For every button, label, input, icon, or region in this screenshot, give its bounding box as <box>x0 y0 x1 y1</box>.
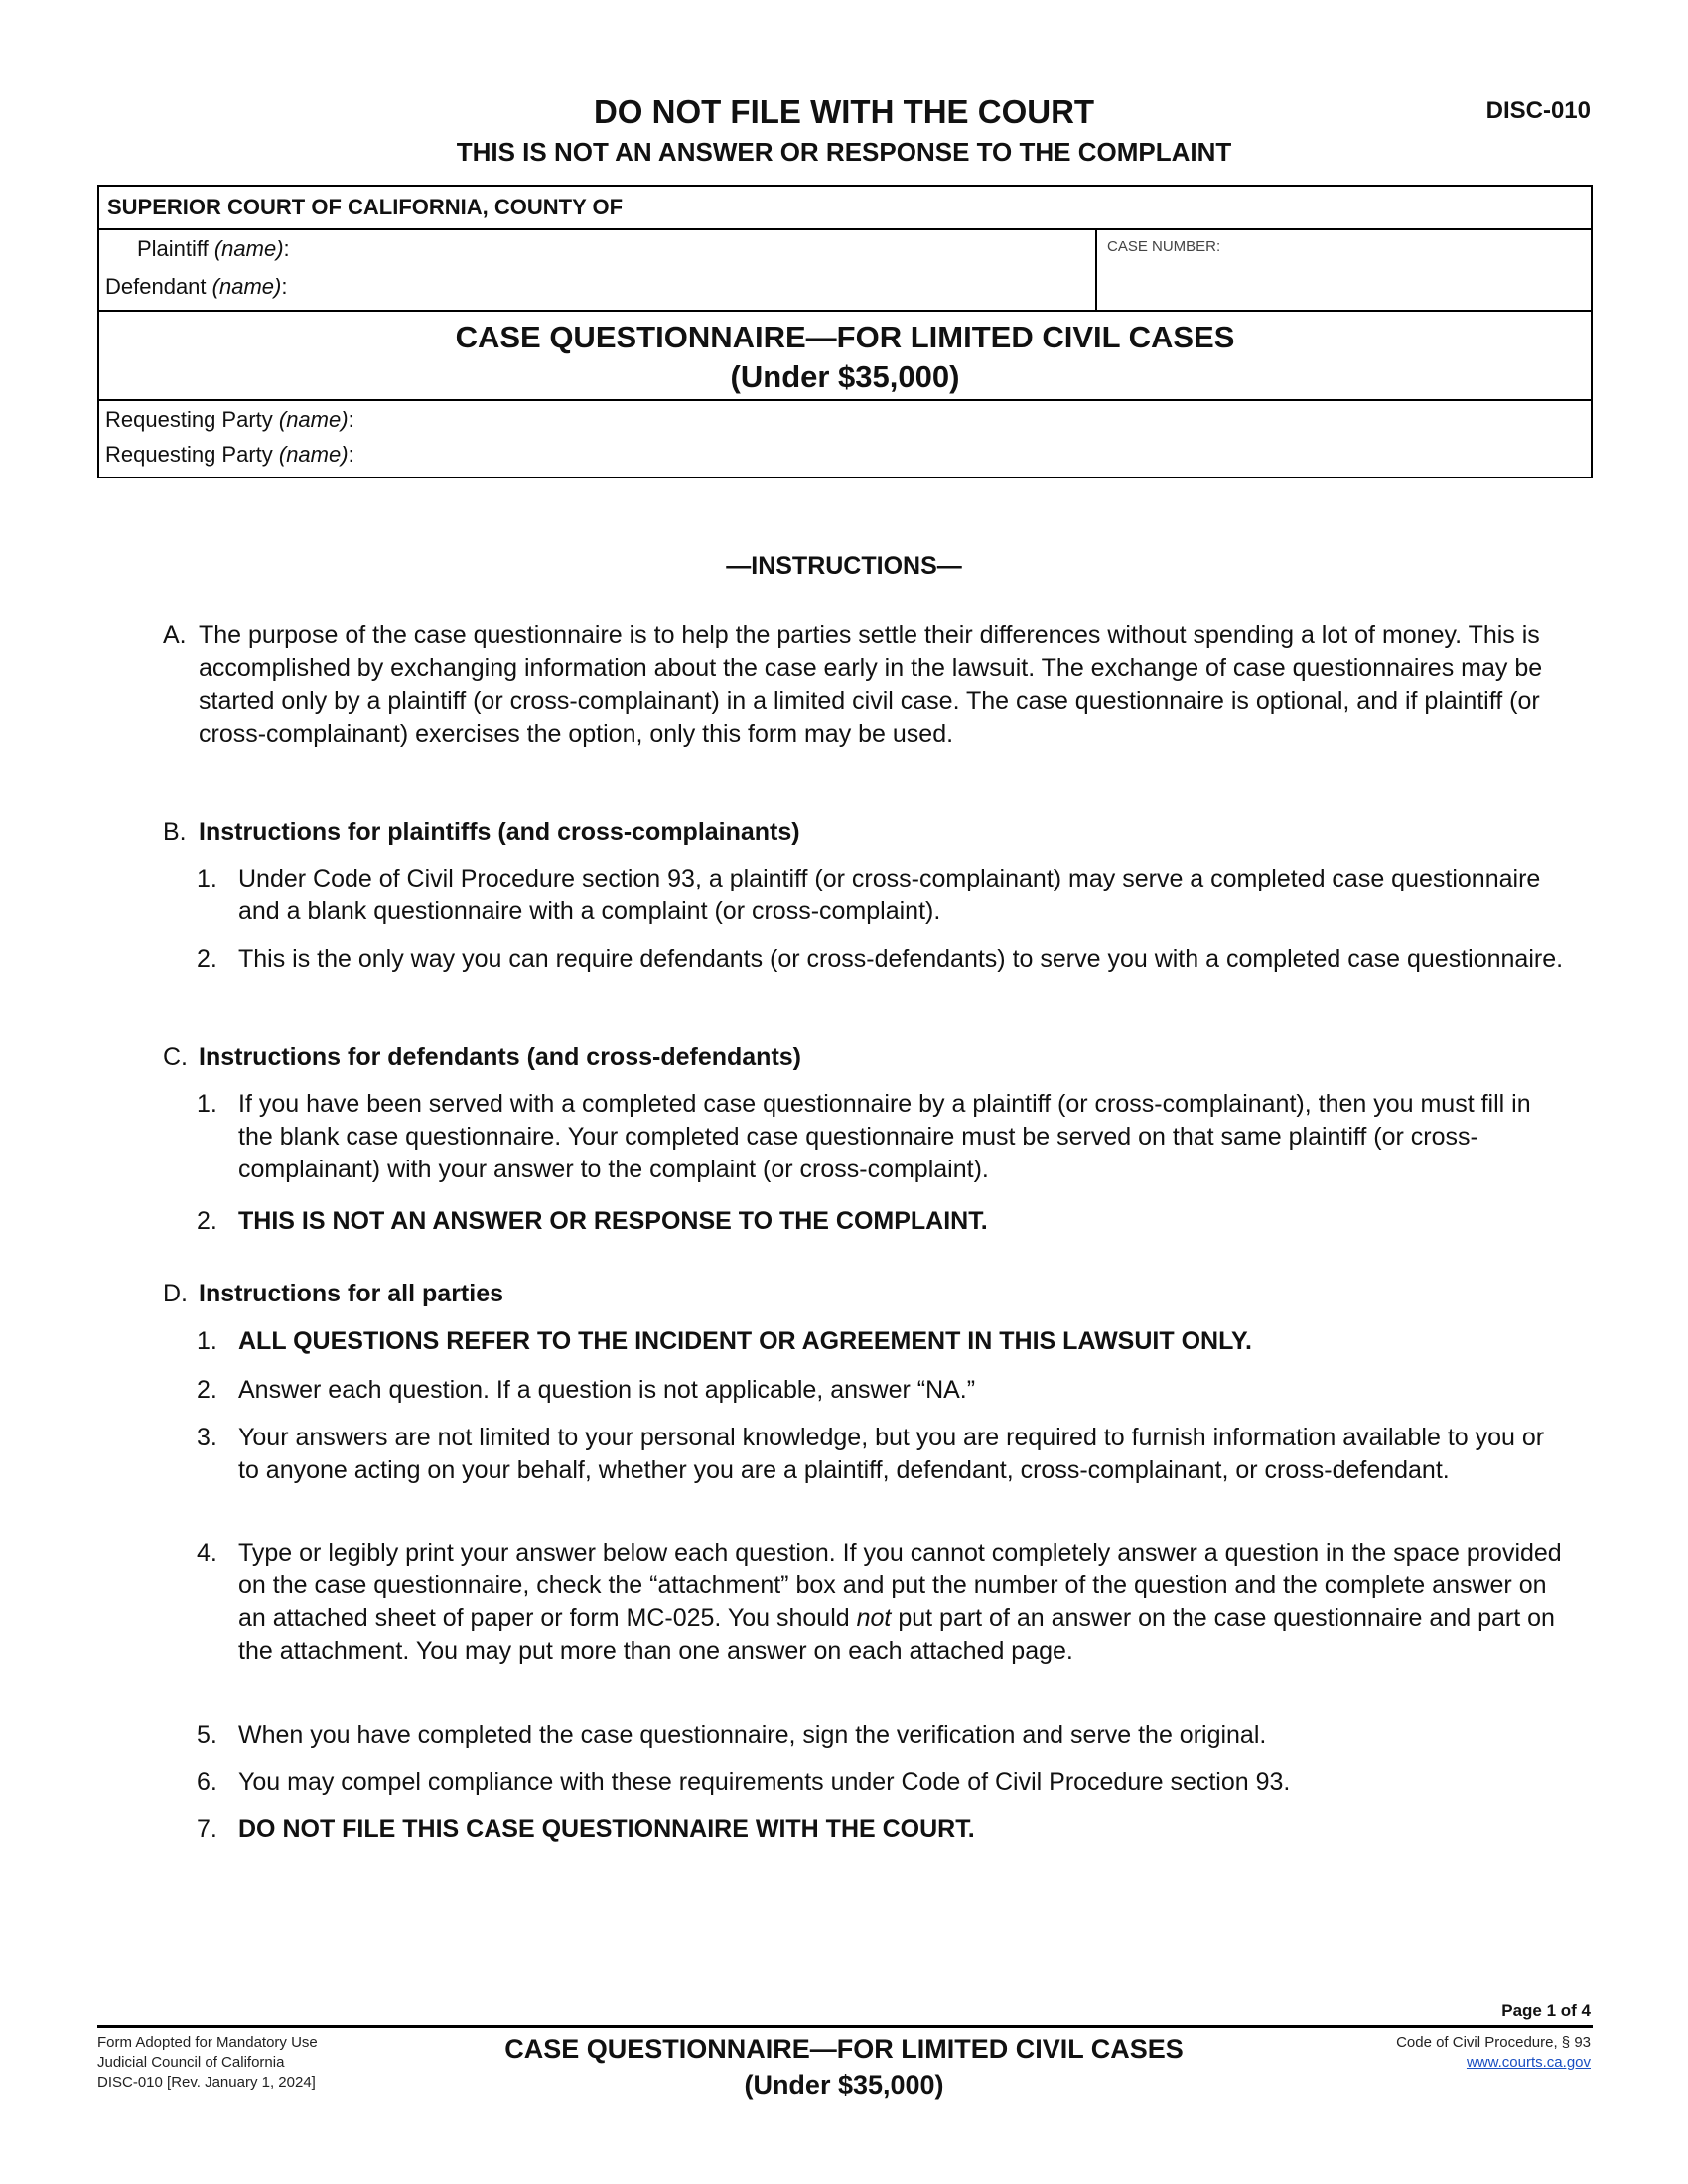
list-item <box>197 1422 1569 1487</box>
section-a <box>163 619 1549 751</box>
item-number: 4. <box>197 1539 217 1567</box>
list-item <box>197 1719 1569 1752</box>
requesting-party-colon: : <box>348 442 354 467</box>
item-text: When you have completed the case questionnaire, sign the verification and serve the original. <box>238 1721 1267 1749</box>
form-title-block <box>99 312 1591 401</box>
item-text-part: put part of an answer on the case questionnaire and part on the attachment. You may put more than one answer on each attached page. <box>238 1604 1555 1665</box>
case-number-field[interactable] <box>1097 230 1591 310</box>
item-number: 2. <box>197 1376 217 1404</box>
footer-divider <box>97 2025 1593 2028</box>
item-text-emphasis: not <box>856 1604 892 1632</box>
plaintiff-colon: : <box>283 236 290 261</box>
footer-council: Judicial Council of California <box>97 2054 285 2071</box>
item-number: 6. <box>197 1768 217 1796</box>
defendant-colon: : <box>281 274 288 299</box>
plaintiff-name-hint: (name) <box>213 236 284 261</box>
section-letter: D. <box>163 1280 188 1307</box>
item-text: DO NOT FILE THIS CASE QUESTIONNAIRE WITH THE COURT. <box>238 1815 975 1843</box>
court-label[interactable]: SUPERIOR COURT OF CALIFORNIA, COUNTY OF <box>107 195 624 219</box>
section-b <box>163 816 1549 849</box>
courts-website-link[interactable]: www.courts.ca.gov <box>1466 2054 1591 2071</box>
item-number: 1. <box>197 1090 217 1118</box>
item-text: ALL QUESTIONS REFER TO THE INCIDENT OR AGREEMENT IN THIS LAWSUIT ONLY. <box>238 1327 1252 1355</box>
requesting-party-label: Requesting Party <box>105 407 279 432</box>
form-title: CASE QUESTIONNAIRE—FOR LIMITED CIVIL CASES <box>455 320 1235 354</box>
section-c <box>163 1041 1549 1074</box>
instructions-heading: —INSTRUCTIONS— <box>726 552 962 580</box>
form-number: DISC-010 <box>1485 97 1591 124</box>
do-not-file-heading: DO NOT FILE WITH THE COURT <box>593 93 1095 130</box>
requesting-party-colon: : <box>348 407 354 432</box>
court-row <box>99 187 1591 230</box>
list-item <box>197 1088 1569 1186</box>
plaintiff-label: Plaintiff <box>137 236 214 261</box>
parties-cell <box>99 230 1097 310</box>
item-text-part: Type or legibly print your answer below each question. If you cannot completely answer a question in the space provided on the case questionnaire, check the “attachment” box and put the number of the question and the complete answer on an attached sheet of paper or form MC-025. You should <box>238 1539 1562 1632</box>
case-number-label: CASE NUMBER: <box>1107 238 1221 255</box>
footer-revision: DISC-010 [Rev. January 1, 2024] <box>97 2074 316 2091</box>
requesting-party-label: Requesting Party <box>105 442 279 467</box>
form-subtitle: (Under $35,000) <box>730 359 960 394</box>
footer-title-line2: (Under $35,000) <box>744 2070 944 2100</box>
item-text: Answer each question. If a question is not applicable, answer “NA.” <box>238 1376 976 1404</box>
item-number: 7. <box>197 1815 217 1843</box>
case-caption-box <box>97 185 1593 478</box>
list-item <box>197 1537 1569 1668</box>
item-number: 1. <box>197 865 217 892</box>
item-text: Under Code of Civil Procedure section 93, a plaintiff (or cross-complainant) may serve a completed case questionnaire and a blank questionnaire with a complaint (or cross-complaint). <box>238 865 1541 925</box>
list-item <box>197 1205 1569 1238</box>
requesting-party-field-2[interactable] <box>105 442 354 468</box>
item-text: You may compel compliance with these requirements under Code of Civil Procedure section 93. <box>238 1768 1291 1796</box>
footer-code-citation: Code of Civil Procedure, § 93 <box>1396 2034 1591 2051</box>
section-d <box>163 1278 1549 1310</box>
section-letter: B. <box>163 818 187 846</box>
list-item <box>197 1766 1569 1799</box>
defendant-label: Defendant <box>105 274 212 299</box>
requesting-party-field-1[interactable] <box>105 407 354 433</box>
section-title: Instructions for defendants (and cross-defendants) <box>199 1043 802 1071</box>
section-a-text: The purpose of the case questionnaire is to help the parties settle their differences without spending a lot of money. This is accomplished by exchanging information about the case early in the lawsuit. The exchange of case questionnaires may be started only by a plaintiff (or cross-complainant) in a limited civil case. The case questionnaire is optional, and if plaintiff (or cross-complainant) exercises the option, only this form may be used. <box>199 621 1543 748</box>
list-item <box>197 863 1569 928</box>
list-item <box>197 1813 1569 1845</box>
parties-row <box>99 230 1591 312</box>
item-number: 3. <box>197 1424 217 1451</box>
item-text: THIS IS NOT AN ANSWER OR RESPONSE TO THE COMPLAINT. <box>238 1207 988 1235</box>
plaintiff-field[interactable] <box>137 236 290 262</box>
requesting-party-name-hint: (name) <box>278 442 349 467</box>
footer-citation <box>1396 2033 1591 2073</box>
item-number: 5. <box>197 1721 217 1749</box>
not-an-answer-subheading: THIS IS NOT AN ANSWER OR RESPONSE TO THE COMPLAINT <box>456 137 1232 167</box>
defendant-field[interactable] <box>105 274 287 300</box>
footer-adopted: Form Adopted for Mandatory Use <box>97 2034 318 2051</box>
defendant-name-hint: (name) <box>211 274 282 299</box>
footer-title-line1: CASE QUESTIONNAIRE—FOR LIMITED CIVIL CASES <box>504 2034 1184 2064</box>
section-title: Instructions for all parties <box>199 1280 504 1307</box>
requesting-party-name-hint: (name) <box>278 407 349 432</box>
section-letter: A. <box>163 621 187 649</box>
page-number: Page 1 of 4 <box>1501 2001 1591 2020</box>
item-text <box>238 1537 1569 1668</box>
item-number: 1. <box>197 1327 217 1355</box>
item-text: Your answers are not limited to your personal knowledge, but you are required to furnish information available to you or to anyone acting on your behalf, whether you are a plaintiff, defendant, cross-complainant, or cross-defendant. <box>238 1424 1545 1484</box>
section-title: Instructions for plaintiffs (and cross-complainants) <box>199 818 800 846</box>
item-text: This is the only way you can require defendants (or cross-defendants) to serve you with a completed case questionnaire. <box>238 945 1564 973</box>
list-item <box>197 1325 1569 1358</box>
item-number: 2. <box>197 1207 217 1235</box>
section-letter: C. <box>163 1043 188 1071</box>
item-text: If you have been served with a completed case questionnaire by a plaintiff (or cross-complainant), then you must fill in the blank case questionnaire. Your completed case questionnaire must be served on that same plaintiff (or cross-complainant) with your answer to the complaint (or cross-complaint). <box>238 1090 1531 1183</box>
item-number: 2. <box>197 945 217 973</box>
list-item <box>197 943 1569 976</box>
list-item <box>197 1374 1569 1407</box>
